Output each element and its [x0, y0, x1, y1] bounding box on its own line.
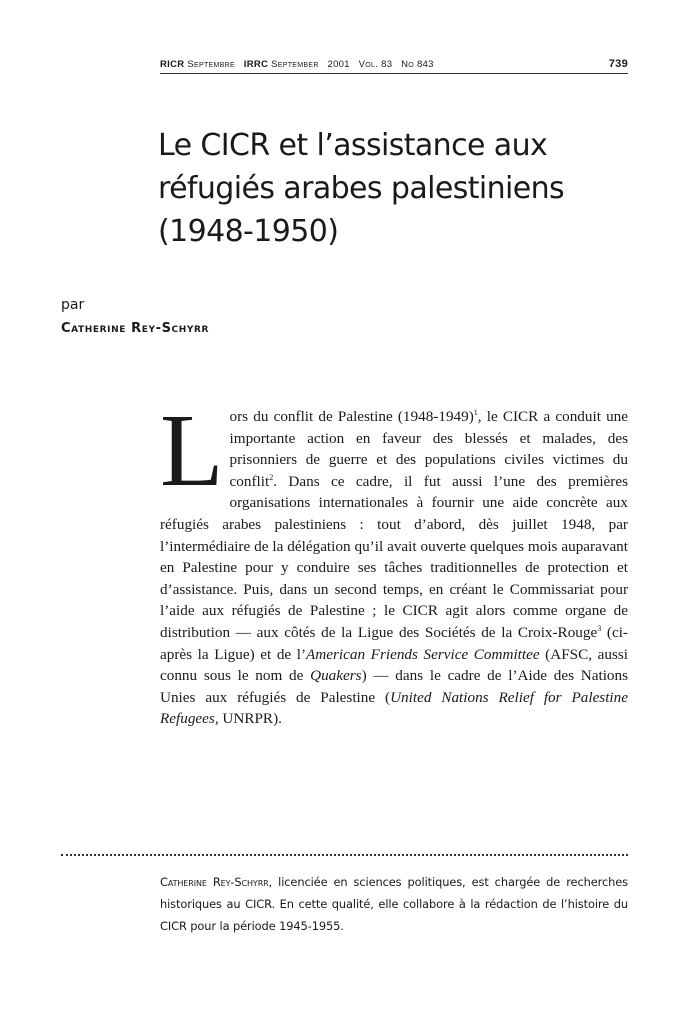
journal-en-abbr: IRRC [243, 59, 269, 70]
body-segment: ) — dans le cadre de l’Aide des Nations Unies aux réfugiés de Palestine ( [160, 667, 629, 706]
italic-segment: United Nations Relief for Palestine Refugees, [160, 688, 628, 728]
body-segment: , le CICR a conduit une importante action en faveur des blessés et malades, des prisonniers de guerre et des populations civiles victimes du conflit [229, 408, 628, 490]
bio-text: , licenciée en sciences politiques, est chargée de recherches historiques au CICR. En cette qualité, elle collabore à la rédaction de l’histoire du CICR pour la période 1945-1955. [160, 875, 628, 933]
footnote-ref[interactable]: 3 [597, 623, 602, 633]
italic-segment: American Friends Service Committee [306, 645, 540, 663]
journal-citation [160, 59, 434, 70]
footnote-ref[interactable]: 1 [473, 407, 478, 417]
body-segment: . Dans ce cadre, il fut aussi l’une des premières organisations internationales à fournir une aide concrète aux réfugiés arabes palestiniens : tout d’abord, dès juillet 1948, par l’intermédiaire de la délégation qu’il avait ouverte quelques mois auparavant en Palestine pour y conduire ses tâches traditionnelles de protection et d’assistance. Puis, dans un second temps, en créant le Commissariat pour l’aide aux réfugiés de Palestine ; le CICR agit alors comme organe de distribution — aux côtés de la Ligue des Sociétés de la Croix-Rouge [160, 472, 628, 641]
body-segment: ors du conflit de Palestine (1948-1949) [229, 408, 474, 425]
article-title: Le CICR et l’assistance aux réfugiés arabes palestiniens (1948-1950) [158, 128, 565, 249]
bio-author-name: Catherine Rey-Schyrr [160, 875, 269, 889]
body-segment: (AFSC, aussi connu sous le nom de [160, 645, 628, 685]
body-segment: (ci-après la Ligue) et de l’ [160, 623, 628, 663]
running-header [160, 59, 628, 74]
italic-segment: Quakers [310, 667, 362, 685]
journal-fr-abbr: RICR [160, 59, 185, 70]
journal-number: No 843 [401, 59, 434, 70]
author-bio [160, 871, 628, 937]
author-name: Catherine Rey-Schyrr [61, 321, 210, 336]
body-segment: UNRPR). [218, 710, 282, 728]
journal-fr-month: Septembre [187, 59, 235, 70]
dotted-divider [61, 854, 628, 856]
footnote-ref[interactable]: 2 [269, 472, 274, 482]
page-number: 739 [608, 58, 628, 70]
body-paragraph [160, 393, 629, 730]
drop-cap: L [160, 393, 224, 508]
journal-en-month: September [271, 59, 319, 70]
byline-prefix: par [61, 297, 85, 313]
journal-year: 2001 [327, 59, 350, 70]
journal-volume: Vol. 83 [358, 59, 393, 70]
